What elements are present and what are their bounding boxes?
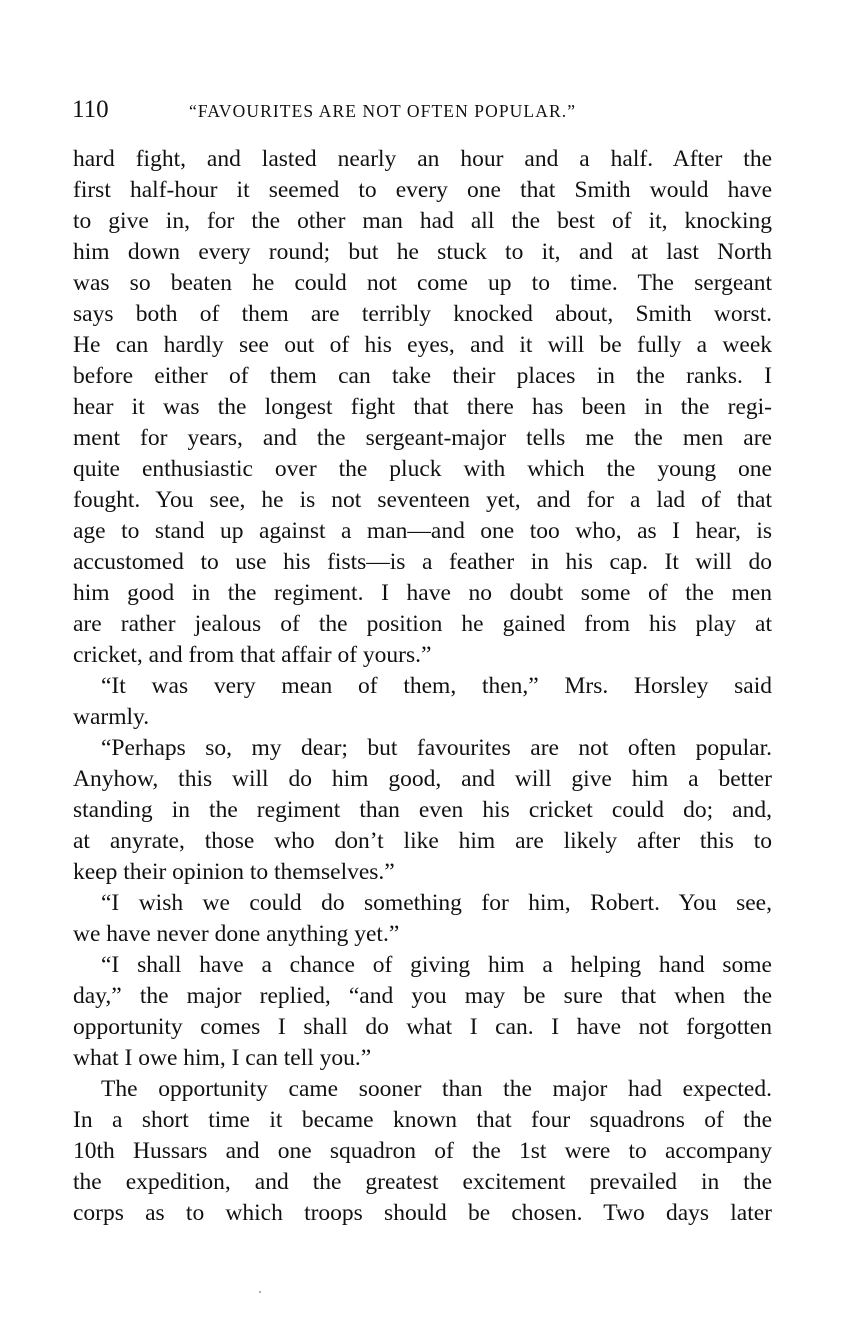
page-header [72,93,772,127]
text-line: him good in the regiment. I have no doubt some of the men [73,580,772,606]
text-line: at anyrate, those who don’t like him are likely after this to [73,828,772,854]
text-line: the expedition, and the greatest excitement prevailed in the [73,1169,772,1195]
running-title: “FAVOURITES ARE NOT OFTEN POPULAR.” [189,101,577,121]
text-line: “I wish we could do something for him, Robert. You see, [101,890,772,916]
text-line: quite enthusiastic over the pluck with which the young one [73,456,772,482]
text-line: fought. You see, he is not seventeen yet, and for a lad of that [73,487,772,513]
text-line: He can hardly see out of his eyes, and it will be fully a week [73,332,772,358]
text-line: keep their opinion to themselves.” [73,859,395,885]
body-text [73,144,772,1229]
text-line: what I owe him, I can tell you.” [73,1045,372,1071]
text-line: hear it was the longest fight that there has been in the regi- [73,394,772,420]
text-line: him down every round; but he stuck to it, and at last North [73,239,772,265]
text-line: to give in, for the other man had all the best of it, knocking [73,208,772,234]
text-line: warmly. [73,704,150,730]
text-line: Anyhow, this will do him good, and will give him a better [73,766,772,792]
text-line: In a short time it became known that four squadrons of the [73,1107,772,1133]
text-line: corps as to which troops should be chosen. Two days later [73,1200,772,1226]
text-line: cricket, and from that affair of yours.” [73,642,432,668]
text-line: hard fight, and lasted nearly an hour and a half. After the [73,146,772,172]
text-line: are rather jealous of the position he gained from his play at [73,611,772,637]
text-line: opportunity comes I shall do what I can. I have not forgotten [73,1014,772,1040]
text-line: day,” the major replied, “and you may be sure that when the [73,983,772,1009]
text-line: 10th Hussars and one squadron of the 1st were to accompany [73,1138,772,1164]
text-line: was so beaten he could not come up to time. The sergeant [73,270,772,296]
text-line: we have never done anything yet.” [73,921,400,947]
text-line: says both of them are terribly knocked about, Smith worst. [73,301,772,327]
text-line: The opportunity came sooner than the major had expected. [101,1076,772,1102]
text-line: first half-hour it seemed to every one that Smith would have [73,177,772,203]
text-line: “It was very mean of them, then,” Mrs. Horsley said [101,673,772,699]
text-line: age to stand up against a man—and one too who, as I hear, is [73,518,772,544]
print-speck [259,1291,261,1293]
text-line: ment for years, and the sergeant-major tells me the men are [73,425,772,451]
text-line: “I shall have a chance of giving him a helping hand some [101,952,772,978]
text-line: accustomed to use his fists—is a feather in his cap. It will do [73,549,772,575]
page-number: 110 [72,96,109,123]
text-line: before either of them can take their places in the ranks. I [73,363,772,389]
text-line: “Perhaps so, my dear; but favourites are not often popular. [101,735,772,761]
text-line: standing in the regiment than even his cricket could do; and, [73,797,772,823]
